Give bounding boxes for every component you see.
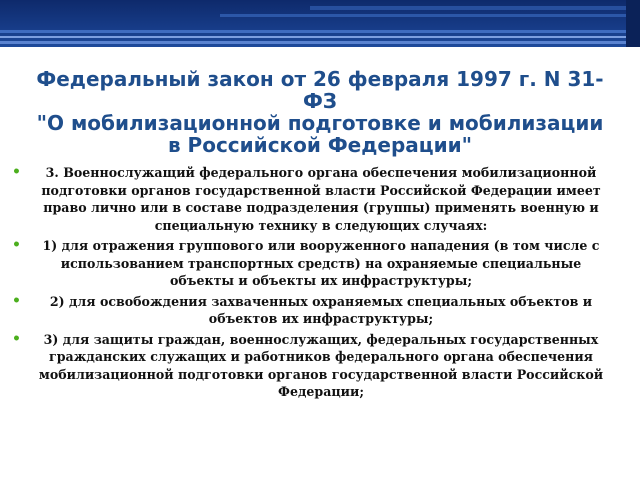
bullet-text: 3) для защиты граждан, военнослужащих, федеральных государственных гражданских служащих и работников федерального органа обеспечения мобилизационной подготовки органов государственной власти Российской Федерации; — [38, 331, 604, 399]
header-decor-stripe — [0, 30, 640, 33]
header-decor-bar — [220, 14, 640, 17]
bullet-item — [12, 164, 610, 234]
bullet-dot-icon: • — [12, 164, 21, 180]
bullet-text: 2) для освобождения захваченных охраняемых специальных объектов и объектов их инфраструктуры; — [49, 293, 593, 326]
header-decor-block — [626, 0, 640, 47]
header-decor-stripe — [0, 36, 640, 38]
header-decor-bar — [310, 6, 640, 10]
bullet-item — [12, 237, 610, 290]
bullet-text: 3. Военнослужащий федерального органа обеспечения мобилизационной подготовки органов государственной власти Российской Федерации имеет право лично или в составе подразделения (группы) применять военную и специальную технику в следующих случаях: — [41, 165, 601, 233]
bullet-item — [12, 330, 610, 401]
bullet-text: 1) для отражения группового или вооруженного нападения (в том числе с использованием транспортных средств) на охраняемые специальные объекты и объекты их инфраструктуры; — [42, 238, 600, 288]
header-decor-stripe — [0, 41, 640, 44]
slide-title: Федеральный закон от 26 февраля 1997 г. N 31-ФЗ "О мобилизационной подготовке и мобилизации в Российской Федерации" — [36, 67, 604, 157]
header-band — [0, 0, 640, 47]
bullet-dot-icon: • — [12, 237, 21, 253]
bullet-item — [12, 292, 610, 328]
bullet-dot-icon: • — [12, 292, 21, 309]
bullet-dot-icon: • — [12, 330, 21, 347]
bullet-list — [12, 164, 610, 404]
